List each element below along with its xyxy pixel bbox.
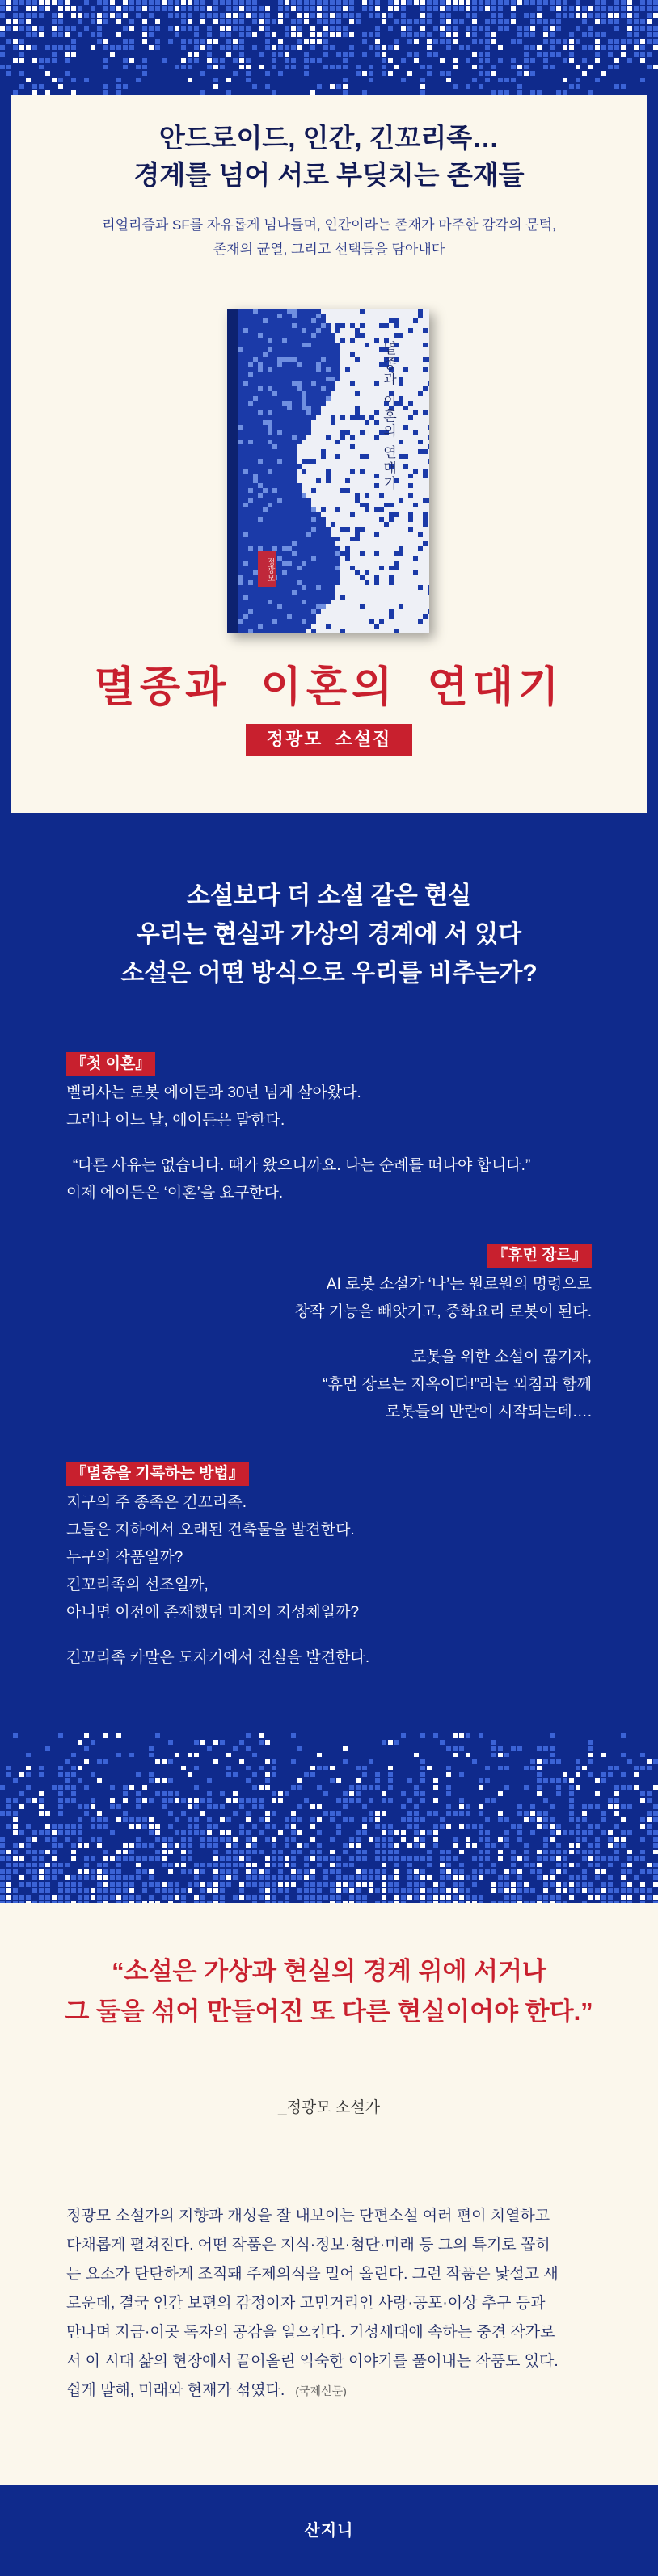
footer <box>0 2485 658 2576</box>
story-first-divorce <box>66 1050 632 1207</box>
story-line: “휴먼 장르는 지옥이다!”라는 외침과 함께 <box>323 1376 592 1393</box>
quote-section <box>0 1903 658 2485</box>
intro-subline-line: 리얼리즘과 SF를 자유롭게 넘나들며, 인간이라는 존재가 마주한 감각의 문턱, <box>102 217 556 233</box>
review-line: 다채롭게 펼쳐진다. 어떤 작품은 지식·정보·첨단·미래 등 그의 특기로 꼽히 <box>66 2237 550 2254</box>
story-tag: 『첫 이혼』 <box>66 1052 155 1076</box>
author-tag: 정광모 소설집 <box>246 724 412 756</box>
review-line-text: 쉽게 말해, 미래와 현재가 섞였다. <box>66 2382 285 2399</box>
story-line: 아니면 이전에 존재했던 미지의 지성체일까? <box>66 1604 360 1621</box>
intro-card <box>11 95 647 813</box>
story-line: 벨리사는 로봇 에이든과 30년 넘게 살아왔다. <box>66 1084 361 1101</box>
story-line: AI 로봇 소설가 ‘나’는 원로원의 명령으로 <box>326 1276 592 1293</box>
story-recording-extinction <box>66 1460 632 1672</box>
story-line: “다른 사유는 없습니다. 때가 왔으니까요. 나는 순례를 떠나야 합니다.” <box>73 1157 531 1174</box>
story-human-genre <box>26 1242 592 1426</box>
publisher-name: 산지니 <box>304 2522 354 2540</box>
story-tag: 『멸종을 기록하는 방법』 <box>66 1462 249 1486</box>
intro-headline <box>11 120 647 194</box>
author-quote-line: 그 둘을 섞어 만들어진 또 다른 현실이어야 한다.” <box>65 1997 593 2026</box>
story-line: 누구의 작품일까? <box>66 1549 183 1566</box>
intro-headline-line: 안드로이드, 인간, 긴꼬리족… <box>158 123 500 153</box>
review-line: 만나며 지금·이곳 독자의 공감을 일으킨다. 기성세대에 속하는 중견 작가로 <box>66 2324 555 2341</box>
story-line: 로봇들의 반란이 시작되는데…. <box>385 1404 592 1421</box>
author-quote <box>0 1951 658 2032</box>
story-line: 창작 기능을 빼앗기고, 중화요리 로봇이 된다. <box>294 1303 592 1320</box>
review-line: 서 이 시대 삶의 현장에서 끌어올린 익숙한 이야기를 풀어내는 작품도 있다. <box>66 2353 559 2370</box>
author-quote-line: “소설은 가상과 현실의 경계 위에 서거나 <box>112 1957 546 1985</box>
stories-headline <box>0 877 658 993</box>
review-line: 정광모 소설가의 지향과 개성을 잘 내보이는 단편소설 여러 편이 치열하고 <box>66 2208 550 2225</box>
quote-attribution: _정광모 소설가 <box>278 2099 380 2116</box>
story-line: 그들은 지하에서 오래된 건축물을 발견한다. <box>66 1522 355 1538</box>
story-line: 그러나 어느 날, 에이든은 말한다. <box>66 1112 285 1129</box>
book-cover-author: 정광모 <box>258 551 276 587</box>
book-title: 멸종과 이혼의 연대기 <box>94 663 564 712</box>
review-source: _(국제신문) <box>289 2384 347 2397</box>
review-line: 는 요소가 탄탄하게 조직돼 주제의식을 밀어 올린다. 그런 작품은 낯설고 새 <box>66 2266 559 2283</box>
intro-section <box>0 0 658 820</box>
story-tag: 『휴먼 장르』 <box>487 1244 592 1268</box>
press-review <box>66 2202 592 2406</box>
stories-section <box>0 820 658 1903</box>
story-line: 지구의 주 종족은 긴꼬리족. <box>66 1494 247 1511</box>
story-line: 긴꼬리족 카말은 도자기에서 진실을 발견한다. <box>66 1649 370 1666</box>
book-spine <box>227 309 238 633</box>
stories-headline-line: 우리는 현실과 가상의 경계에 서 있다 <box>136 921 522 948</box>
book-cover-title: 멸종과 이혼의 연대기 <box>380 341 396 491</box>
pixel-pattern-bottom <box>0 1733 658 1911</box>
stories-headline-line: 소설보다 더 소설 같은 현실 <box>186 882 472 909</box>
story-line: 긴꼬리족의 선조일까, <box>66 1576 209 1593</box>
review-line: 로운데, 결국 인간 보편의 감정이자 고민거리인 사랑·공포·이상 추구 등과 <box>66 2295 546 2312</box>
book-cover <box>227 309 429 633</box>
intro-subline <box>11 213 647 262</box>
intro-subline-line: 존재의 균열, 그리고 선택들을 담아내다 <box>213 242 445 257</box>
stories-headline-line: 소설은 어떤 방식으로 우리를 비추는가? <box>120 960 538 987</box>
intro-headline-line: 경계를 넘어 서로 부딪치는 존재들 <box>133 160 525 190</box>
story-line: 로봇을 위한 소설이 끊기자, <box>411 1349 592 1366</box>
review-line <box>66 2376 592 2406</box>
story-line: 이제 에이든은 ‘이혼’을 요구한다. <box>66 1185 284 1202</box>
